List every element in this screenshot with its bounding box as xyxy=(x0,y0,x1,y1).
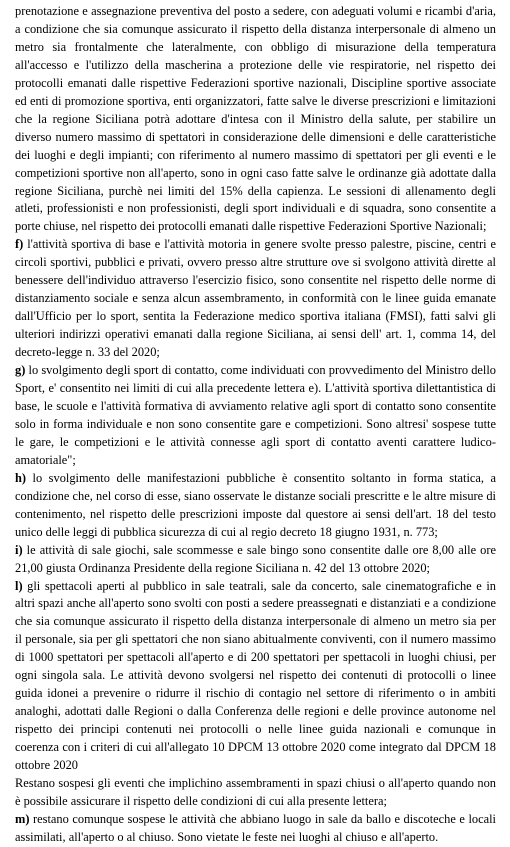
item-letter: l) xyxy=(15,578,23,593)
paragraph-text: lo svolgimento degli sport di contatto, come individuati con provvedimento del Ministro dello Sport, e' consentito nei limiti di cui alla precedente lettera e). L'attività sportiva dilettantistica di base, le scuole e l'attività formativa di avviamento relative agli sport di contatto sono consentite solo in forma individuale e non sono consentite gare e competizioni. Sono altresi' sospese tutte le gare, le competizioni e le attività connesse agli sport di contatto aventi carattere ludico-amatoriale"; xyxy=(15,363,496,467)
item-letter: h) xyxy=(15,470,27,485)
item-letter: i) xyxy=(15,542,23,557)
paragraph-restano xyxy=(15,775,496,811)
paragraph-text: lo svolgimento delle manifestazioni pubbliche è consentito soltanto in forma statica, a condizione che, nel corso di esse, siano osservate le distanze sociali prescritte e le altre misure di contenimento, nel rispetto delle prescrizioni imposte dal questore ai sensi dell'art. 18 del testo unico delle leggi di pubblica sicurezza di cui al regio decreto 18 giugno 1931, n. 773; xyxy=(15,470,496,539)
paragraph-text: le attività di sale giochi, sale scommesse e sale bingo sono consentite dalle ore 8,00 alle ore 21,00 giusta Ordinanza Presidente della regione Siciliana n. 42 del 13 ottobre 2020; xyxy=(15,542,496,575)
paragraph-g xyxy=(15,362,496,470)
paragraph-f xyxy=(15,236,496,362)
item-letter: g) xyxy=(15,363,26,378)
paragraph-l xyxy=(15,578,496,775)
paragraph-i xyxy=(15,542,496,578)
paragraph-h xyxy=(15,470,496,542)
paragraph-text: prenotazione e assegnazione preventiva del posto a sedere, con adeguati volumi e ricambi d'aria, a condizione che sia comunque assicurato il rispetto della distanza interpersonale di almeno un metro sia frontalmente che lateralmente, con obbligo di misurazione della temperatura all'accesso e l'utilizzo della mascherina a protezione delle vie respiratorie, nel rispetto dei protocolli emanati dalle rispettive Federazioni sportive nazionali, Discipline sportive associate ed enti di promozione sportiva, enti organizzatori, fatte salve le diverse prescrizioni e limitazioni che la regione Siciliana potrà adottare d'intesa con il Ministro della salute, per stabilire un diverso numero massimo di spettatori in considerazione delle dimensioni e delle caratteristiche dei luoghi e degli impianti; con riferimento al numero massimo di spettatori per gli eventi e le competizioni sportive non all'aperto, sono in ogni caso fatte salve le ordinanze già adottate dalla regione Siciliana, purchè nei limiti del 15% della capienza. Le sessioni di allenamento degli atleti, professionisti e non professionisti, degli sport individuali e di squadra, sono consentite a porte chiuse, nel rispetto dei protocolli emanati dalle rispettive Federazioni Sportive Nazionali; xyxy=(15,4,496,234)
paragraph-m xyxy=(15,811,496,847)
paragraph-text: gli spettacoli aperti al pubblico in sale teatrali, sale da concerto, sale cinematografiche e in altri spazi anche all'aperto sono svolti con posti a sedere preassegnati e distanziati e a condizione che sia comunque assicurato il rispetto della distanza interpersonale di almeno un metro sia per il personale, sia per gli spettatori che non siano abitualmente conviventi, con il numero massimo di 1000 spettatori per spettacoli all'aperto e di 200 spettatori per spettacoli in luoghi chiusi, per ogni singola sala. Le attività devono svolgersi nel rispetto dei contenuti di protocolli o linee guida idonei a prevenire o ridurre il rischio di contagio nel settore di riferimento o in ambiti analoghi, adottati dalle Regioni o dalla Conferenza delle regioni e delle province autonome nel rispetto dei principi contenuti nei protocolli o nelle linee guida nazionali e comunque in coerenza con i criteri di cui all'allegato 10 DPCM 13 ottobre 2020 come integrato dal DPCM 18 ottobre 2020 xyxy=(15,578,496,773)
paragraph-text: restano comunque sospese le attività che abbiano luogo in sale da ballo e discoteche e locali assimilati, all'aperto o al chiuso. Sono vietate le feste nei luoghi al chiuso e all'aperto. xyxy=(15,811,496,844)
item-letter: m) xyxy=(15,811,30,826)
paragraph-intro xyxy=(15,3,496,236)
paragraph-text: l'attività sportiva di base e l'attività motoria in genere svolte presso palestre, piscine, centri e circoli sportivi, pubblici e privati, ovvero presso altre strutture ove si svolgono attività dirette al benessere dell'individuo attraverso l'esercizio fisico, sono consentite nel rispetto delle norme di distanziamento sociale e senza alcun assembramento, in conformità con le linee guida emanate dall'Ufficio per lo sport, sentita la Federazione medico sportiva italiana (FMSI), fatti salvi gli ulteriori indirizzi operativi emanati dalla regione Siciliana, ai sensi dell' art. 1, comma 14, del decreto-legge n. 33 del 2020; xyxy=(15,237,496,360)
document-body xyxy=(15,3,496,847)
paragraph-text: Restano sospesi gli eventi che implichino assembramenti in spazi chiusi o all'aperto quando non è possibile assicurare il rispetto delle condizioni di cui alla presente lettera; xyxy=(15,775,496,808)
item-letter: f) xyxy=(15,237,24,252)
